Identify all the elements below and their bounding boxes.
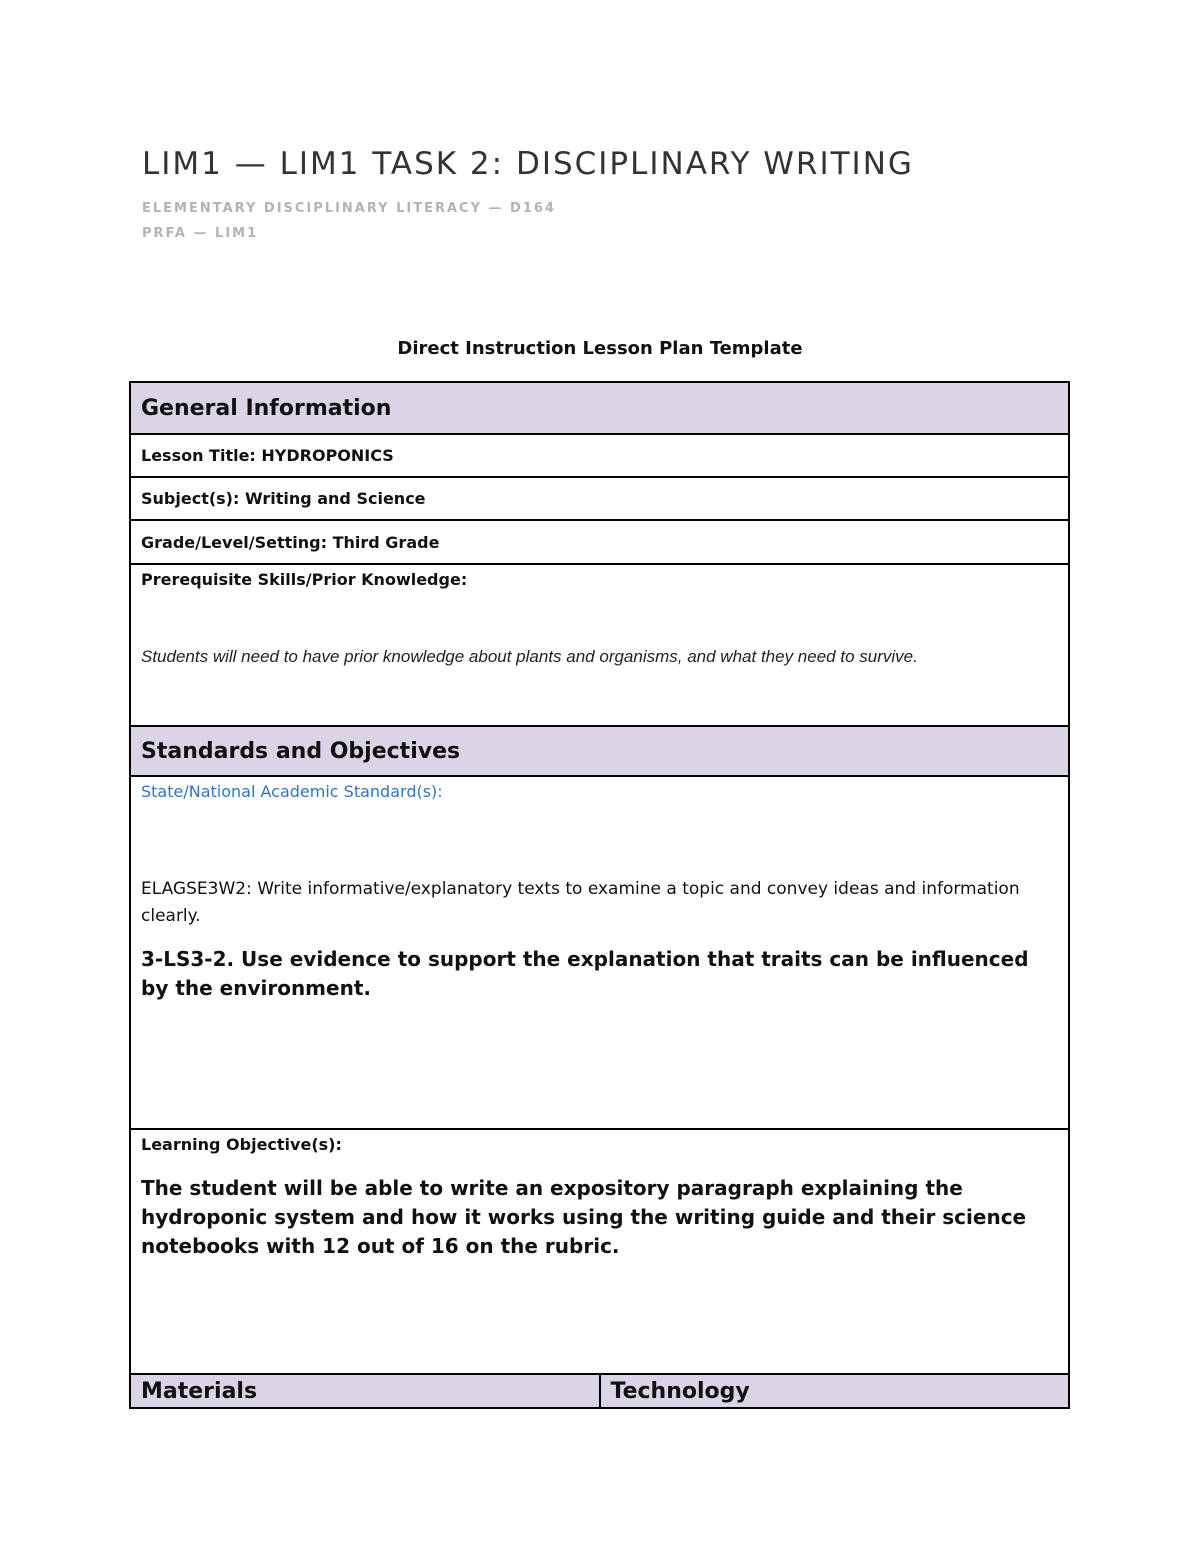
prerequisite-row — [131, 563, 1068, 725]
template-title: Direct Instruction Lesson Plan Template — [397, 338, 803, 359]
prerequisite-label: Prerequisite Skills/Prior Knowledge: — [141, 570, 468, 589]
lesson-title: Lesson Title: HYDROPONICS — [141, 446, 394, 465]
learning-objective-label: Learning Objective(s): — [141, 1135, 342, 1154]
learning-objective-row — [131, 1128, 1068, 1373]
standard-elagse3w2: ELAGSE3W2: Write informative/explanatory texts to examine a topic and convey ideas and information clearly. — [141, 879, 1020, 926]
materials-technology-header — [131, 1373, 1068, 1407]
grade-row — [131, 519, 1068, 563]
lesson-plan-table — [129, 381, 1070, 1409]
technology-header: Technology — [599, 1375, 1069, 1407]
standards-row — [131, 775, 1068, 1128]
standards-objectives-header: Standards and Objectives — [131, 725, 1068, 775]
course-name: ELEMENTARY DISCIPLINARY LITERACY — D164 — [142, 201, 556, 216]
general-information-header: General Information — [131, 383, 1068, 433]
subjects: Subject(s): Writing and Science — [141, 489, 426, 508]
course-code: PRFA — LIM1 — [142, 226, 259, 241]
standard-3-ls3-2: 3-LS3-2. Use evidence to support the explanation that traits can be influenced by the environment. — [141, 947, 1029, 1000]
learning-objective-text: The student will be able to write an expository paragraph explaining the hydroponic system and how it works using the writing guide and their science notebooks with 12 out of 16 on the rubric. — [141, 1176, 1027, 1258]
document-title: LIM1 — LIM1 TASK 2: DISCIPLINARY WRITING — [142, 146, 914, 182]
standard-label: State/National Academic Standard(s): — [141, 782, 443, 801]
grade-level-setting: Grade/Level/Setting: Third Grade — [141, 532, 440, 552]
lesson-title-row — [131, 433, 1068, 476]
subjects-row — [131, 476, 1068, 519]
materials-header: Materials — [141, 1378, 258, 1404]
prerequisite-text: Students will need to have prior knowledge about plants and organisms, and what they need to survive. — [141, 647, 918, 666]
